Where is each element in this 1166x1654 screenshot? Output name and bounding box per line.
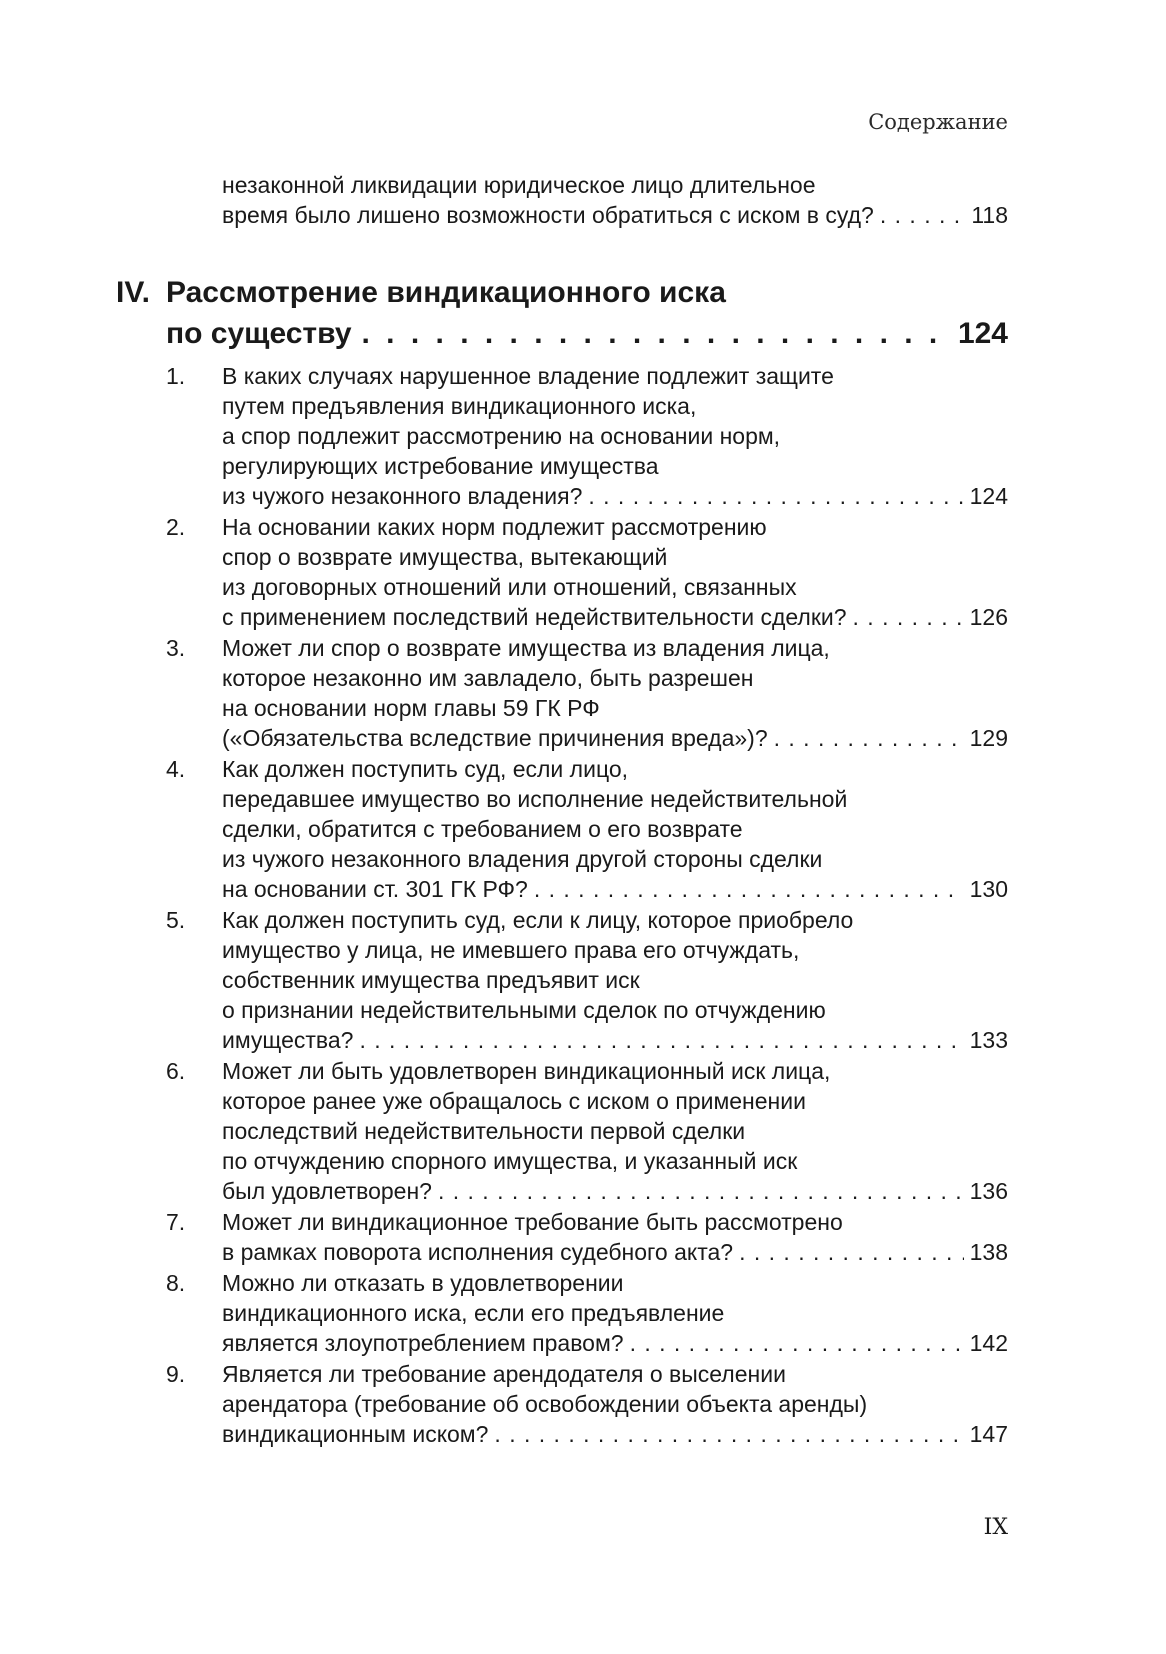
continued-entry-last-line: время было лишено возможности обратиться с иском в суд? . . . 118: [222, 200, 1008, 230]
entry-line: На основании каких норм подлежит рассмотрению: [222, 514, 767, 540]
page-ref: 130: [969, 876, 1008, 902]
page-ref: 126: [969, 604, 1008, 630]
entry-line: виндикационного иска, если его предъявление: [222, 1300, 725, 1326]
entry-line: с применением последствий недействительности сделки? . . . 126: [222, 602, 1008, 632]
page-ref: 147: [969, 1421, 1008, 1447]
continued-entry: [222, 170, 1008, 230]
entry-line: сделки, обратится с требованием о его возврате: [222, 816, 743, 842]
dot-leader: [630, 1328, 964, 1358]
entry-number: 1.: [166, 363, 186, 389]
entry-text: [222, 361, 1008, 511]
entry-line: из чужого незаконного владения? . . . 124: [222, 481, 1008, 511]
toc-entry: [166, 1056, 1008, 1206]
page-ref: 133: [969, 1027, 1008, 1053]
entry-line: в рамках поворота исполнения судебного акта? . . . 138: [222, 1237, 1008, 1267]
entry-number: 5.: [166, 907, 186, 933]
dot-leader: [739, 1237, 964, 1267]
entry-line: Может ли быть удовлетворен виндикационный иск лица,: [222, 1058, 831, 1084]
toc-entry: [166, 361, 1008, 511]
entry-text: [222, 905, 1008, 1055]
entry-line: был удовлетворен? . . . 136: [222, 1176, 1008, 1206]
entry-line: Как должен поступить суд, если к лицу, которое приобрело: [222, 907, 854, 933]
question-list: [166, 361, 1008, 1450]
entry-number: 4.: [166, 756, 186, 782]
dot-leader: [438, 1176, 964, 1206]
page-ref: 118: [971, 202, 1008, 228]
entry-line: передавшее имущество во исполнение недействительной: [222, 786, 848, 812]
dot-leader: [774, 723, 964, 753]
running-head: Содержание: [868, 110, 1008, 134]
chapter-page-ref: 124: [957, 317, 1008, 350]
entry-line: последствий недействительности первой сделки: [222, 1118, 746, 1144]
dot-leader: [853, 602, 964, 632]
entry-line: по отчуждению спорного имущества, и указанный иск: [222, 1148, 798, 1174]
toc-entry: [166, 905, 1008, 1055]
toc-entry: [166, 1207, 1008, 1267]
entry-text: [222, 1268, 1008, 1358]
toc-entry: [166, 1268, 1008, 1358]
page-ref: 138: [969, 1239, 1008, 1265]
entry-line: путем предъявления виндикационного иска,: [222, 393, 697, 419]
dot-leader: [588, 481, 963, 511]
entry-text: [222, 512, 1008, 632]
entry-number: 9.: [166, 1361, 186, 1387]
page-ref: 142: [969, 1330, 1008, 1356]
entry-line: которое ранее уже обращалось с иском о применении: [222, 1088, 806, 1114]
entry-line: арендатора (требование об освобождении объекта аренды): [222, 1391, 868, 1417]
toc-entry: [166, 512, 1008, 632]
entry-number: 3.: [166, 635, 186, 661]
entry-line: на основании ст. 301 ГК РФ? . . . 130: [222, 874, 1008, 904]
toc-entry: [166, 754, 1008, 904]
entry-line: спор о возврате имущества, вытекающий: [222, 544, 668, 570]
entry-text: [222, 1359, 1008, 1449]
dot-leader: [880, 200, 965, 230]
entry-line: В каких случаях нарушенное владение подлежит защите: [222, 363, 834, 389]
entry-line: о признании недействительными сделок по отчуждению: [222, 997, 826, 1023]
toc-entry: [166, 1359, 1008, 1449]
continued-entry-line: незаконной ликвидации юридическое лицо длительное: [222, 172, 816, 198]
entry-number: 6.: [166, 1058, 186, 1084]
page-number: IX: [983, 1515, 1008, 1540]
entry-line: Является ли требование арендодателя о выселении: [222, 1361, 786, 1387]
entry-text: [222, 633, 1008, 753]
entry-number: 7.: [166, 1209, 186, 1235]
page-ref: 129: [969, 725, 1008, 751]
dot-leader: [362, 313, 948, 354]
entry-number: 2.: [166, 514, 186, 540]
entry-text: [222, 1056, 1008, 1206]
entry-line: является злоупотреблением правом? . . . 142: [222, 1328, 1008, 1358]
entry-text: [222, 754, 1008, 904]
entry-line: из чужого незаконного владения другой стороны сделки: [222, 846, 823, 872]
entry-line: собственник имущества предъявит иск: [222, 967, 640, 993]
entry-line: регулирующих истребование имущества: [222, 453, 659, 479]
entry-line: имущества? . . . 133: [222, 1025, 1008, 1055]
entry-line: на основании норм главы 59 ГК РФ: [222, 695, 600, 721]
entry-line: а спор подлежит рассмотрению на основании норм,: [222, 423, 781, 449]
chapter-title-line: по существу: [166, 317, 352, 350]
page-ref: 124: [969, 483, 1008, 509]
entry-line: Может ли виндикационное требование быть рассмотрено: [222, 1209, 843, 1235]
entry-line: которое незаконно им завладело, быть разрешен: [222, 665, 754, 691]
entry-line: Как должен поступить суд, если лицо,: [222, 756, 629, 782]
entry-line: Может ли спор о возврате имущества из владения лица,: [222, 635, 830, 661]
entry-line: из договорных отношений или отношений, связанных: [222, 574, 797, 600]
chapter-heading: [116, 272, 1008, 354]
entry-text: [222, 1207, 1008, 1267]
chapter-number: IV.: [116, 276, 150, 309]
toc-entry: [166, 633, 1008, 753]
entry-line: виндикационным иском? . . . 147: [222, 1419, 1008, 1449]
page-ref: 136: [969, 1178, 1008, 1204]
entry-line: Можно ли отказать в удовлетворении: [222, 1270, 624, 1296]
entry-line: имущество у лица, не имевшего права его отчуждать,: [222, 937, 800, 963]
entry-number: 8.: [166, 1270, 186, 1296]
entry-line: («Обязательства вследствие причинения вреда»)? . . . 129: [222, 723, 1008, 753]
dot-leader: [534, 874, 964, 904]
dot-leader: [359, 1025, 963, 1055]
chapter-title-line: Рассмотрение виндикационного иска: [166, 276, 726, 309]
dot-leader: [494, 1419, 963, 1449]
